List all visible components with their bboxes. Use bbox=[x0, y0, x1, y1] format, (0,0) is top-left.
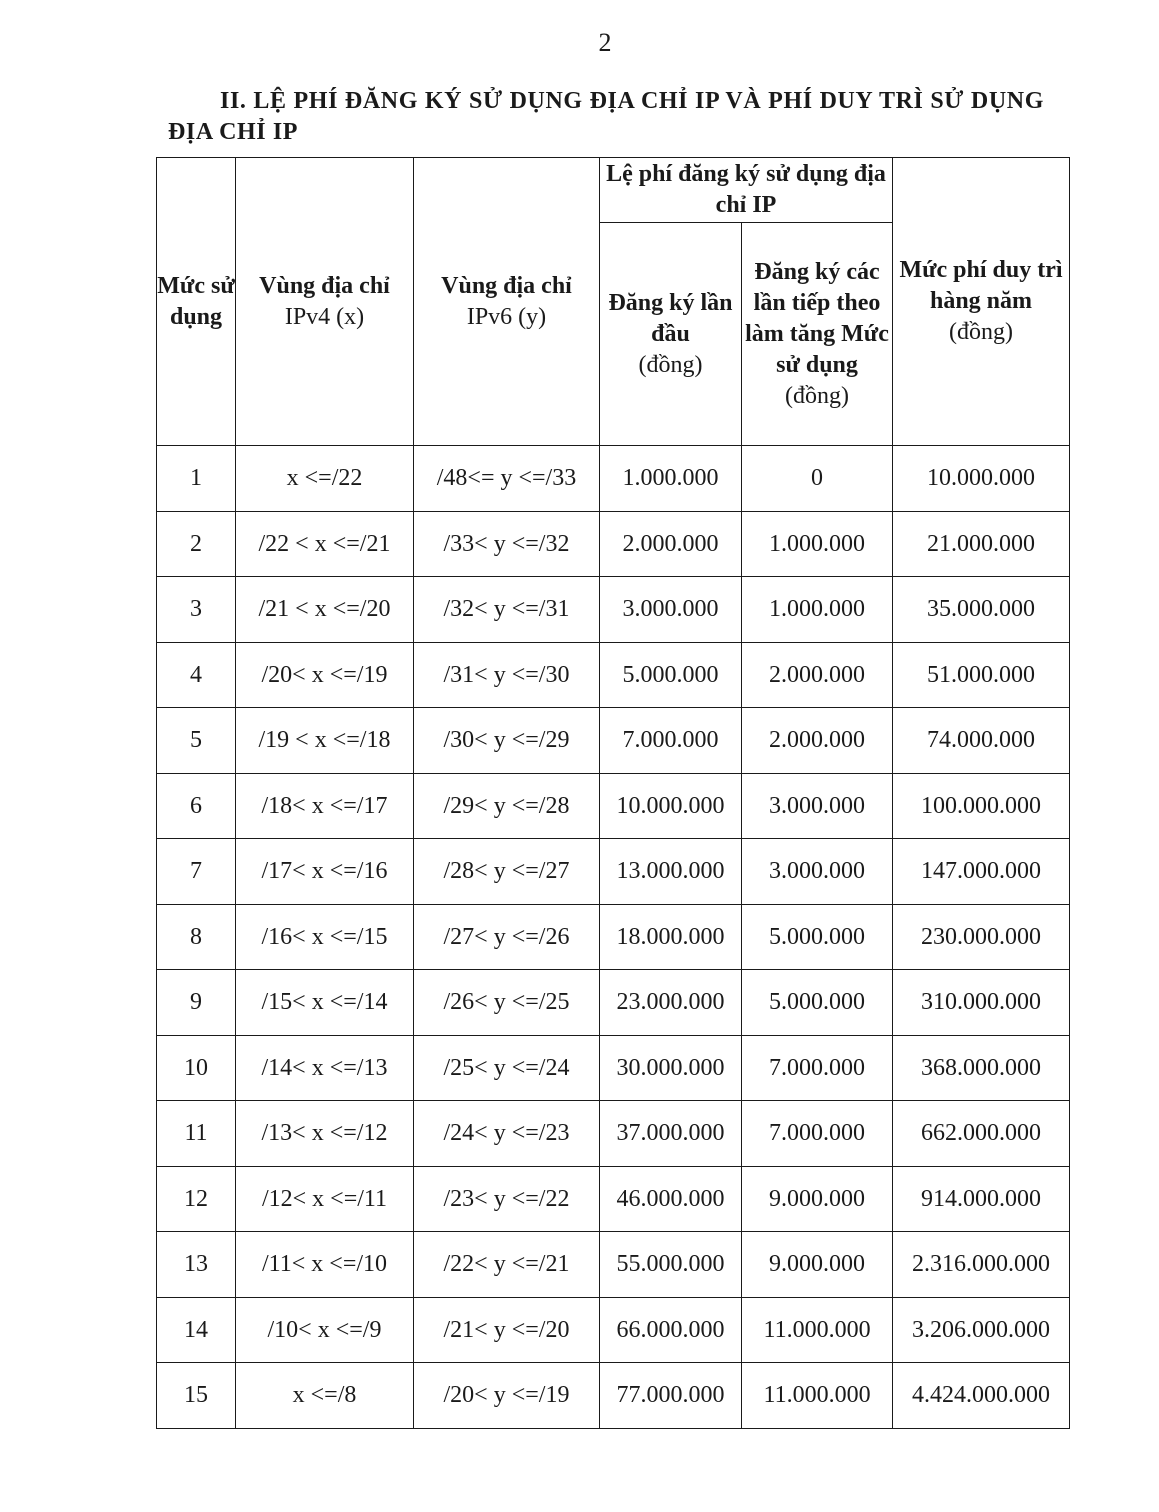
cell-usage-level: 6 bbox=[157, 773, 236, 839]
section-title bbox=[168, 86, 1044, 148]
table-row bbox=[157, 1101, 1070, 1167]
cell-annual-fee: 10.000.000 bbox=[893, 446, 1070, 512]
cell-ipv4-range: /16< x <=/15 bbox=[236, 904, 414, 970]
cell-subsequent-registration-fee: 1.000.000 bbox=[742, 511, 893, 577]
header-annual-fee: Mức phí duy trì hàng năm (đồng) bbox=[893, 158, 1070, 446]
cell-ipv6-range: /31< y <=/30 bbox=[414, 642, 600, 708]
table-body bbox=[157, 446, 1070, 1429]
cell-first-registration-fee: 66.000.000 bbox=[600, 1297, 742, 1363]
cell-ipv4-range: /18< x <=/17 bbox=[236, 773, 414, 839]
cell-usage-level: 12 bbox=[157, 1166, 236, 1232]
page-number: 2 bbox=[598, 28, 612, 57]
cell-ipv6-range: /32< y <=/31 bbox=[414, 577, 600, 643]
cell-ipv6-range: /29< y <=/28 bbox=[414, 773, 600, 839]
cell-ipv4-range: /13< x <=/12 bbox=[236, 1101, 414, 1167]
cell-annual-fee: 21.000.000 bbox=[893, 511, 1070, 577]
cell-first-registration-fee: 3.000.000 bbox=[600, 577, 742, 643]
cell-subsequent-registration-fee: 0 bbox=[742, 446, 893, 512]
cell-usage-level: 13 bbox=[157, 1232, 236, 1298]
cell-ipv6-range: /23< y <=/22 bbox=[414, 1166, 600, 1232]
table-row bbox=[157, 446, 1070, 512]
cell-ipv4-range: /15< x <=/14 bbox=[236, 970, 414, 1036]
table-row bbox=[157, 839, 1070, 905]
cell-subsequent-registration-fee: 11.000.000 bbox=[742, 1297, 893, 1363]
fee-table bbox=[156, 157, 1070, 1429]
cell-ipv6-range: /24< y <=/23 bbox=[414, 1101, 600, 1167]
cell-ipv6-range: /20< y <=/19 bbox=[414, 1363, 600, 1429]
cell-usage-level: 5 bbox=[157, 708, 236, 774]
header-registration-fee-group: Lệ phí đăng ký sử dụng địa chỉ IP bbox=[600, 158, 893, 223]
cell-first-registration-fee: 13.000.000 bbox=[600, 839, 742, 905]
cell-ipv4-range: x <=/22 bbox=[236, 446, 414, 512]
cell-annual-fee: 2.316.000.000 bbox=[893, 1232, 1070, 1298]
table-row bbox=[157, 1363, 1070, 1429]
cell-ipv6-range: /33< y <=/32 bbox=[414, 511, 600, 577]
table-header bbox=[157, 158, 1070, 446]
cell-annual-fee: 662.000.000 bbox=[893, 1101, 1070, 1167]
header-ipv6-range: Vùng địa chỉ IPv6 (y) bbox=[414, 158, 600, 446]
cell-usage-level: 2 bbox=[157, 511, 236, 577]
cell-subsequent-registration-fee: 5.000.000 bbox=[742, 970, 893, 1036]
cell-ipv6-range: /25< y <=/24 bbox=[414, 1035, 600, 1101]
cell-annual-fee: 51.000.000 bbox=[893, 642, 1070, 708]
cell-usage-level: 8 bbox=[157, 904, 236, 970]
cell-annual-fee: 147.000.000 bbox=[893, 839, 1070, 905]
cell-first-registration-fee: 23.000.000 bbox=[600, 970, 742, 1036]
cell-annual-fee: 310.000.000 bbox=[893, 970, 1070, 1036]
cell-first-registration-fee: 1.000.000 bbox=[600, 446, 742, 512]
cell-usage-level: 9 bbox=[157, 970, 236, 1036]
cell-annual-fee: 230.000.000 bbox=[893, 904, 1070, 970]
cell-annual-fee: 914.000.000 bbox=[893, 1166, 1070, 1232]
cell-subsequent-registration-fee: 1.000.000 bbox=[742, 577, 893, 643]
cell-ipv4-range: /19 < x <=/18 bbox=[236, 708, 414, 774]
cell-ipv6-range: /22< y <=/21 bbox=[414, 1232, 600, 1298]
cell-ipv6-range: /26< y <=/25 bbox=[414, 970, 600, 1036]
table-row bbox=[157, 1297, 1070, 1363]
cell-annual-fee: 4.424.000.000 bbox=[893, 1363, 1070, 1429]
header-first-registration: Đăng ký lần đầu (đồng) bbox=[600, 223, 742, 446]
cell-usage-level: 11 bbox=[157, 1101, 236, 1167]
cell-ipv4-range: /17< x <=/16 bbox=[236, 839, 414, 905]
table-row bbox=[157, 970, 1070, 1036]
cell-usage-level: 4 bbox=[157, 642, 236, 708]
cell-first-registration-fee: 37.000.000 bbox=[600, 1101, 742, 1167]
header-usage-level: Mức sử dụng bbox=[157, 158, 236, 446]
cell-annual-fee: 368.000.000 bbox=[893, 1035, 1070, 1101]
section-title-text: II. LỆ PHÍ ĐĂNG KÝ SỬ DỤNG ĐỊA CHỈ IP VÀ PHÍ DUY TRÌ SỬ DỤNG ĐỊA CHỈ IP bbox=[168, 88, 1044, 145]
cell-subsequent-registration-fee: 9.000.000 bbox=[742, 1166, 893, 1232]
cell-ipv6-range: /48<= y <=/33 bbox=[414, 446, 600, 512]
cell-ipv4-range: /14< x <=/13 bbox=[236, 1035, 414, 1101]
cell-subsequent-registration-fee: 9.000.000 bbox=[742, 1232, 893, 1298]
cell-ipv6-range: /27< y <=/26 bbox=[414, 904, 600, 970]
header-ipv4-range: Vùng địa chỉ IPv4 (x) bbox=[236, 158, 414, 446]
table-row bbox=[157, 1035, 1070, 1101]
cell-first-registration-fee: 7.000.000 bbox=[600, 708, 742, 774]
cell-first-registration-fee: 18.000.000 bbox=[600, 904, 742, 970]
cell-subsequent-registration-fee: 3.000.000 bbox=[742, 839, 893, 905]
cell-subsequent-registration-fee: 7.000.000 bbox=[742, 1101, 893, 1167]
cell-ipv6-range: /28< y <=/27 bbox=[414, 839, 600, 905]
cell-ipv4-range: /10< x <=/9 bbox=[236, 1297, 414, 1363]
cell-ipv6-range: /30< y <=/29 bbox=[414, 708, 600, 774]
cell-usage-level: 1 bbox=[157, 446, 236, 512]
cell-first-registration-fee: 2.000.000 bbox=[600, 511, 742, 577]
table-row bbox=[157, 511, 1070, 577]
cell-first-registration-fee: 30.000.000 bbox=[600, 1035, 742, 1101]
cell-first-registration-fee: 55.000.000 bbox=[600, 1232, 742, 1298]
cell-ipv6-range: /21< y <=/20 bbox=[414, 1297, 600, 1363]
table-row bbox=[157, 642, 1070, 708]
cell-first-registration-fee: 46.000.000 bbox=[600, 1166, 742, 1232]
table-row bbox=[157, 708, 1070, 774]
cell-usage-level: 14 bbox=[157, 1297, 236, 1363]
cell-usage-level: 7 bbox=[157, 839, 236, 905]
cell-subsequent-registration-fee: 7.000.000 bbox=[742, 1035, 893, 1101]
table-row bbox=[157, 1232, 1070, 1298]
cell-ipv4-range: x <=/8 bbox=[236, 1363, 414, 1429]
cell-annual-fee: 35.000.000 bbox=[893, 577, 1070, 643]
table-row bbox=[157, 773, 1070, 839]
cell-usage-level: 15 bbox=[157, 1363, 236, 1429]
table-row bbox=[157, 904, 1070, 970]
table-row bbox=[157, 1166, 1070, 1232]
cell-annual-fee: 3.206.000.000 bbox=[893, 1297, 1070, 1363]
cell-first-registration-fee: 77.000.000 bbox=[600, 1363, 742, 1429]
cell-ipv4-range: /21 < x <=/20 bbox=[236, 577, 414, 643]
cell-annual-fee: 74.000.000 bbox=[893, 708, 1070, 774]
cell-subsequent-registration-fee: 2.000.000 bbox=[742, 642, 893, 708]
cell-annual-fee: 100.000.000 bbox=[893, 773, 1070, 839]
cell-ipv4-range: /20< x <=/19 bbox=[236, 642, 414, 708]
cell-subsequent-registration-fee: 5.000.000 bbox=[742, 904, 893, 970]
cell-usage-level: 3 bbox=[157, 577, 236, 643]
cell-ipv4-range: /22 < x <=/21 bbox=[236, 511, 414, 577]
cell-subsequent-registration-fee: 11.000.000 bbox=[742, 1363, 893, 1429]
cell-usage-level: 10 bbox=[157, 1035, 236, 1101]
cell-subsequent-registration-fee: 2.000.000 bbox=[742, 708, 893, 774]
cell-ipv4-range: /12< x <=/11 bbox=[236, 1166, 414, 1232]
cell-first-registration-fee: 5.000.000 bbox=[600, 642, 742, 708]
cell-subsequent-registration-fee: 3.000.000 bbox=[742, 773, 893, 839]
cell-first-registration-fee: 10.000.000 bbox=[600, 773, 742, 839]
header-subsequent-registration: Đăng ký các lần tiếp theo làm tăng Mức sử dụng (đồng) bbox=[742, 223, 893, 446]
cell-ipv4-range: /11< x <=/10 bbox=[236, 1232, 414, 1298]
table-row bbox=[157, 577, 1070, 643]
